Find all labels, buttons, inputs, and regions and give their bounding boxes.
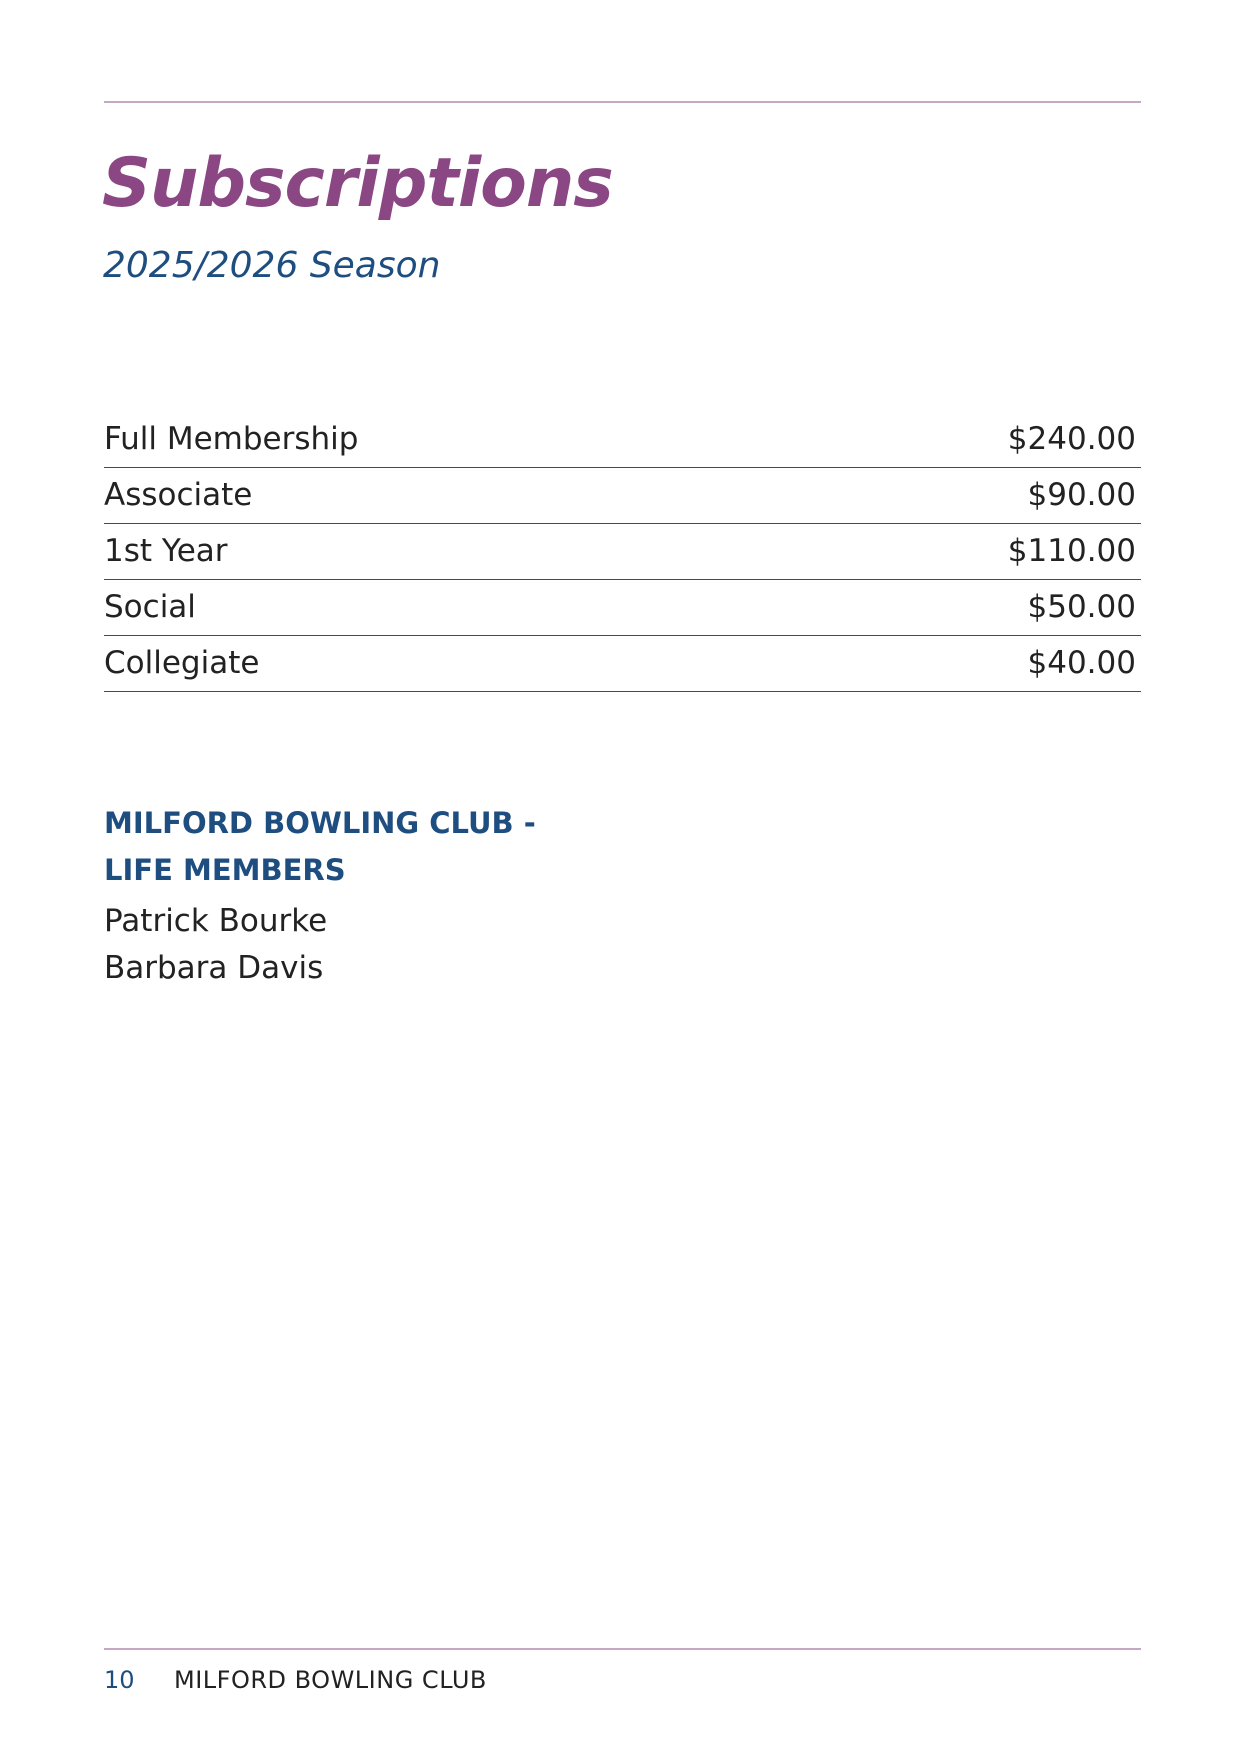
subscription-price: $90.00: [1027, 477, 1136, 513]
page-title: Subscriptions: [102, 144, 613, 223]
subscription-name: 1st Year: [104, 533, 228, 569]
subscription-row-collegiate: [104, 636, 1141, 692]
page-footer: [104, 1668, 487, 1692]
subscription-table: [104, 412, 1141, 692]
footer-divider: [104, 1648, 1141, 1650]
footer-club-name: MILFORD BOWLING CLUB: [174, 1666, 487, 1694]
subscription-row-full-membership: [104, 412, 1141, 468]
life-members-heading-line2: LIFE MEMBERS: [104, 853, 346, 887]
subscription-name: Associate: [104, 477, 253, 513]
life-members-list: [104, 898, 327, 992]
life-member-name: Barbara Davis: [104, 950, 324, 986]
page-number: 10: [104, 1666, 135, 1694]
life-member-name: Patrick Bourke: [104, 903, 328, 939]
season-subtitle: 2025/2026 Season: [103, 245, 441, 286]
life-members-heading-line1: MILFORD BOWLING CLUB -: [104, 806, 536, 840]
subscription-price: $240.00: [1007, 421, 1136, 457]
subscription-name: Collegiate: [104, 645, 260, 681]
subscription-name: Social: [104, 589, 196, 625]
subscription-price: $40.00: [1027, 645, 1136, 681]
subscription-row-social: [104, 580, 1141, 636]
subscription-row-associate: [104, 468, 1141, 524]
life-members-heading: [104, 800, 536, 894]
subscription-price: $50.00: [1027, 589, 1136, 625]
subscription-row-first-year: [104, 524, 1141, 580]
top-divider: [104, 101, 1141, 103]
subscription-price: $110.00: [1007, 533, 1136, 569]
subscription-name: Full Membership: [104, 421, 359, 457]
